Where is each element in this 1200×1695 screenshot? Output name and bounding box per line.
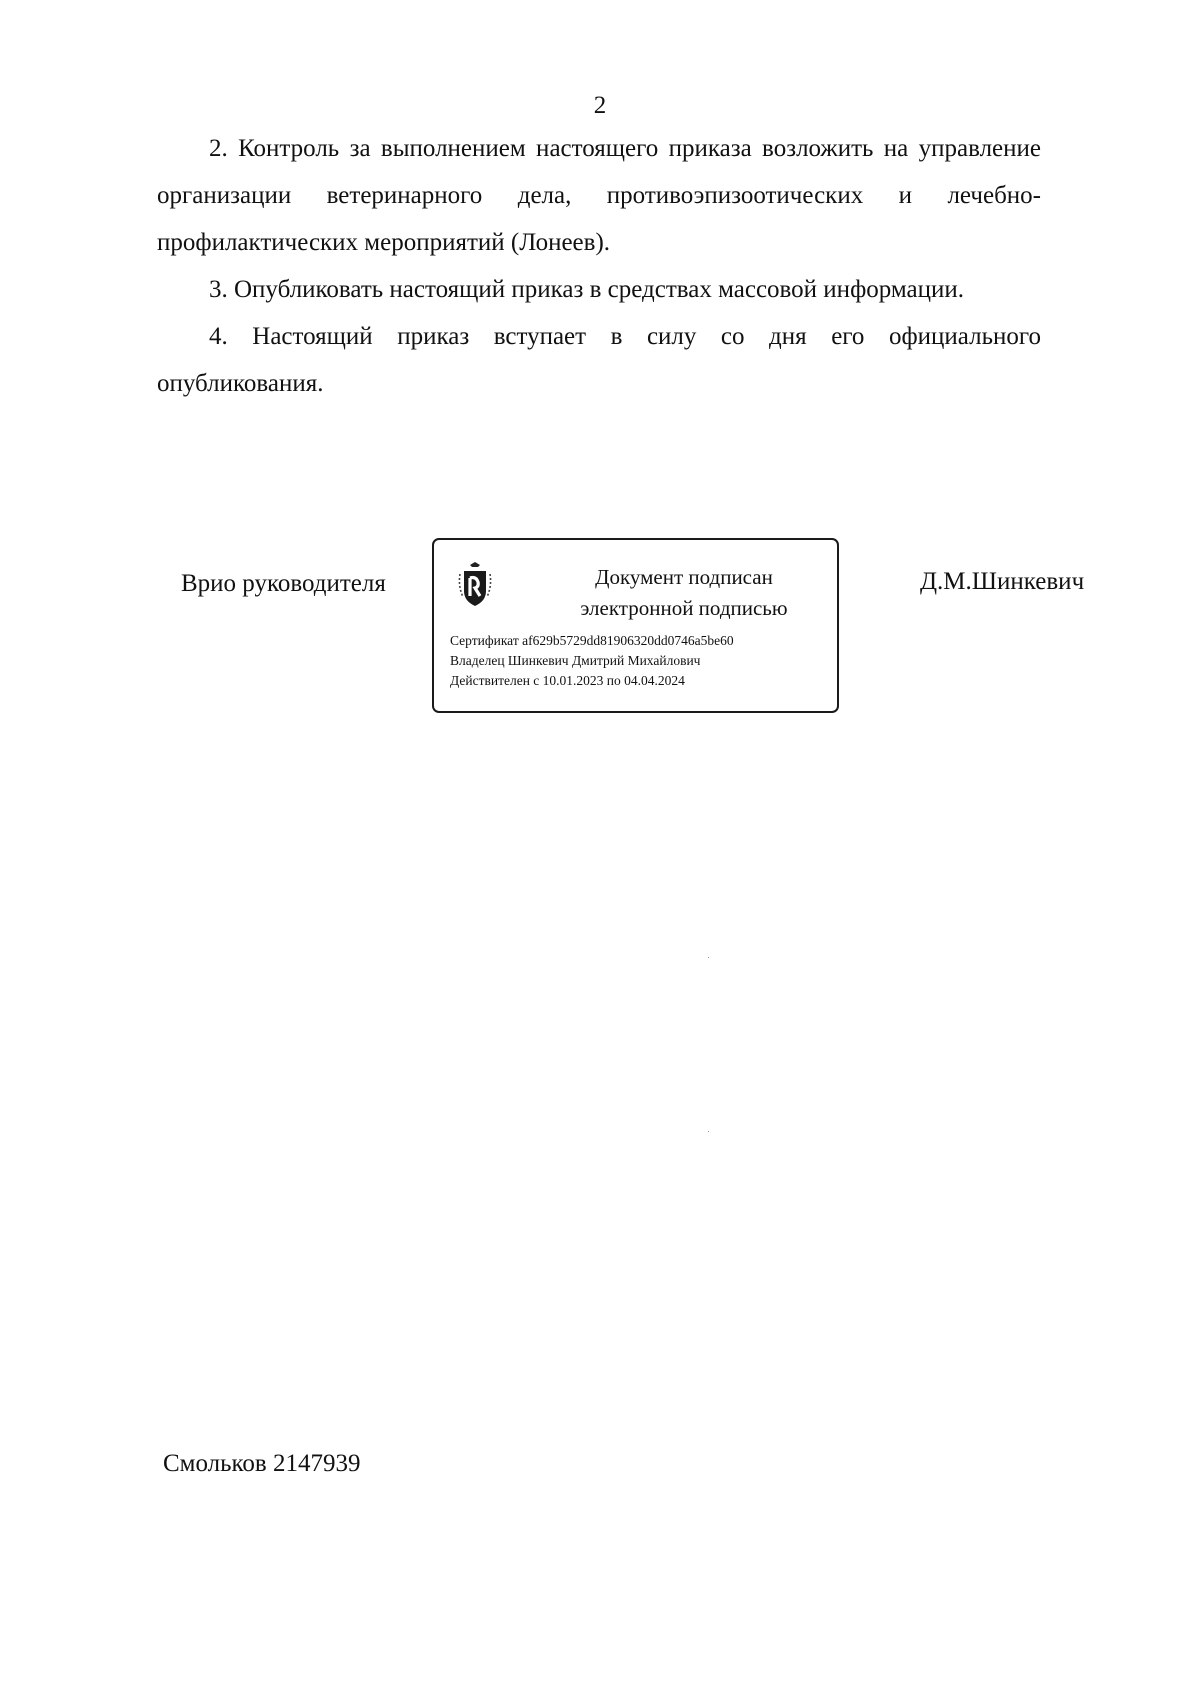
electronic-signature-stamp: [432, 538, 839, 713]
paragraph-2: 2. Контроль за выполнением настоящего приказа возложить на управление организации ветеринарного дела, противоэпизоотических и лечебно-профилактических мероприятий (Лонеев).: [157, 135, 1041, 256]
paragraph-4: 4. Настоящий приказ вступает в силу со дня его официального опубликования.: [157, 323, 1041, 397]
page-number: 2: [593, 92, 607, 119]
scan-speck: [708, 1131, 709, 1132]
owner-line: Владелец Шинкевич Дмитрий Михайлович: [450, 653, 701, 668]
certificate-line: Сертификат af629b5729dd81906320dd0746a5be60: [450, 633, 734, 648]
paragraph-3: 3. Опубликовать настоящий приказ в средствах массовой информации.: [209, 276, 965, 303]
stamp-details: [450, 631, 734, 691]
signatory-position: Врио руководителя: [181, 570, 386, 597]
stamp-title-line-1: Документ подписан: [595, 565, 773, 589]
validity-line: Действителен с 10.01.2023 по 04.04.2024: [450, 673, 685, 688]
stamp-title-line-2: электронной подписью: [580, 596, 788, 620]
signatory-name: Д.М.Шинкевич: [920, 568, 1085, 595]
coat-of-arms-icon: [456, 561, 494, 609]
scan-speck: [708, 957, 709, 958]
executor-contact: Смольков 2147939: [163, 1450, 361, 1477]
document-body: [157, 125, 1041, 407]
stamp-title: [544, 562, 824, 624]
